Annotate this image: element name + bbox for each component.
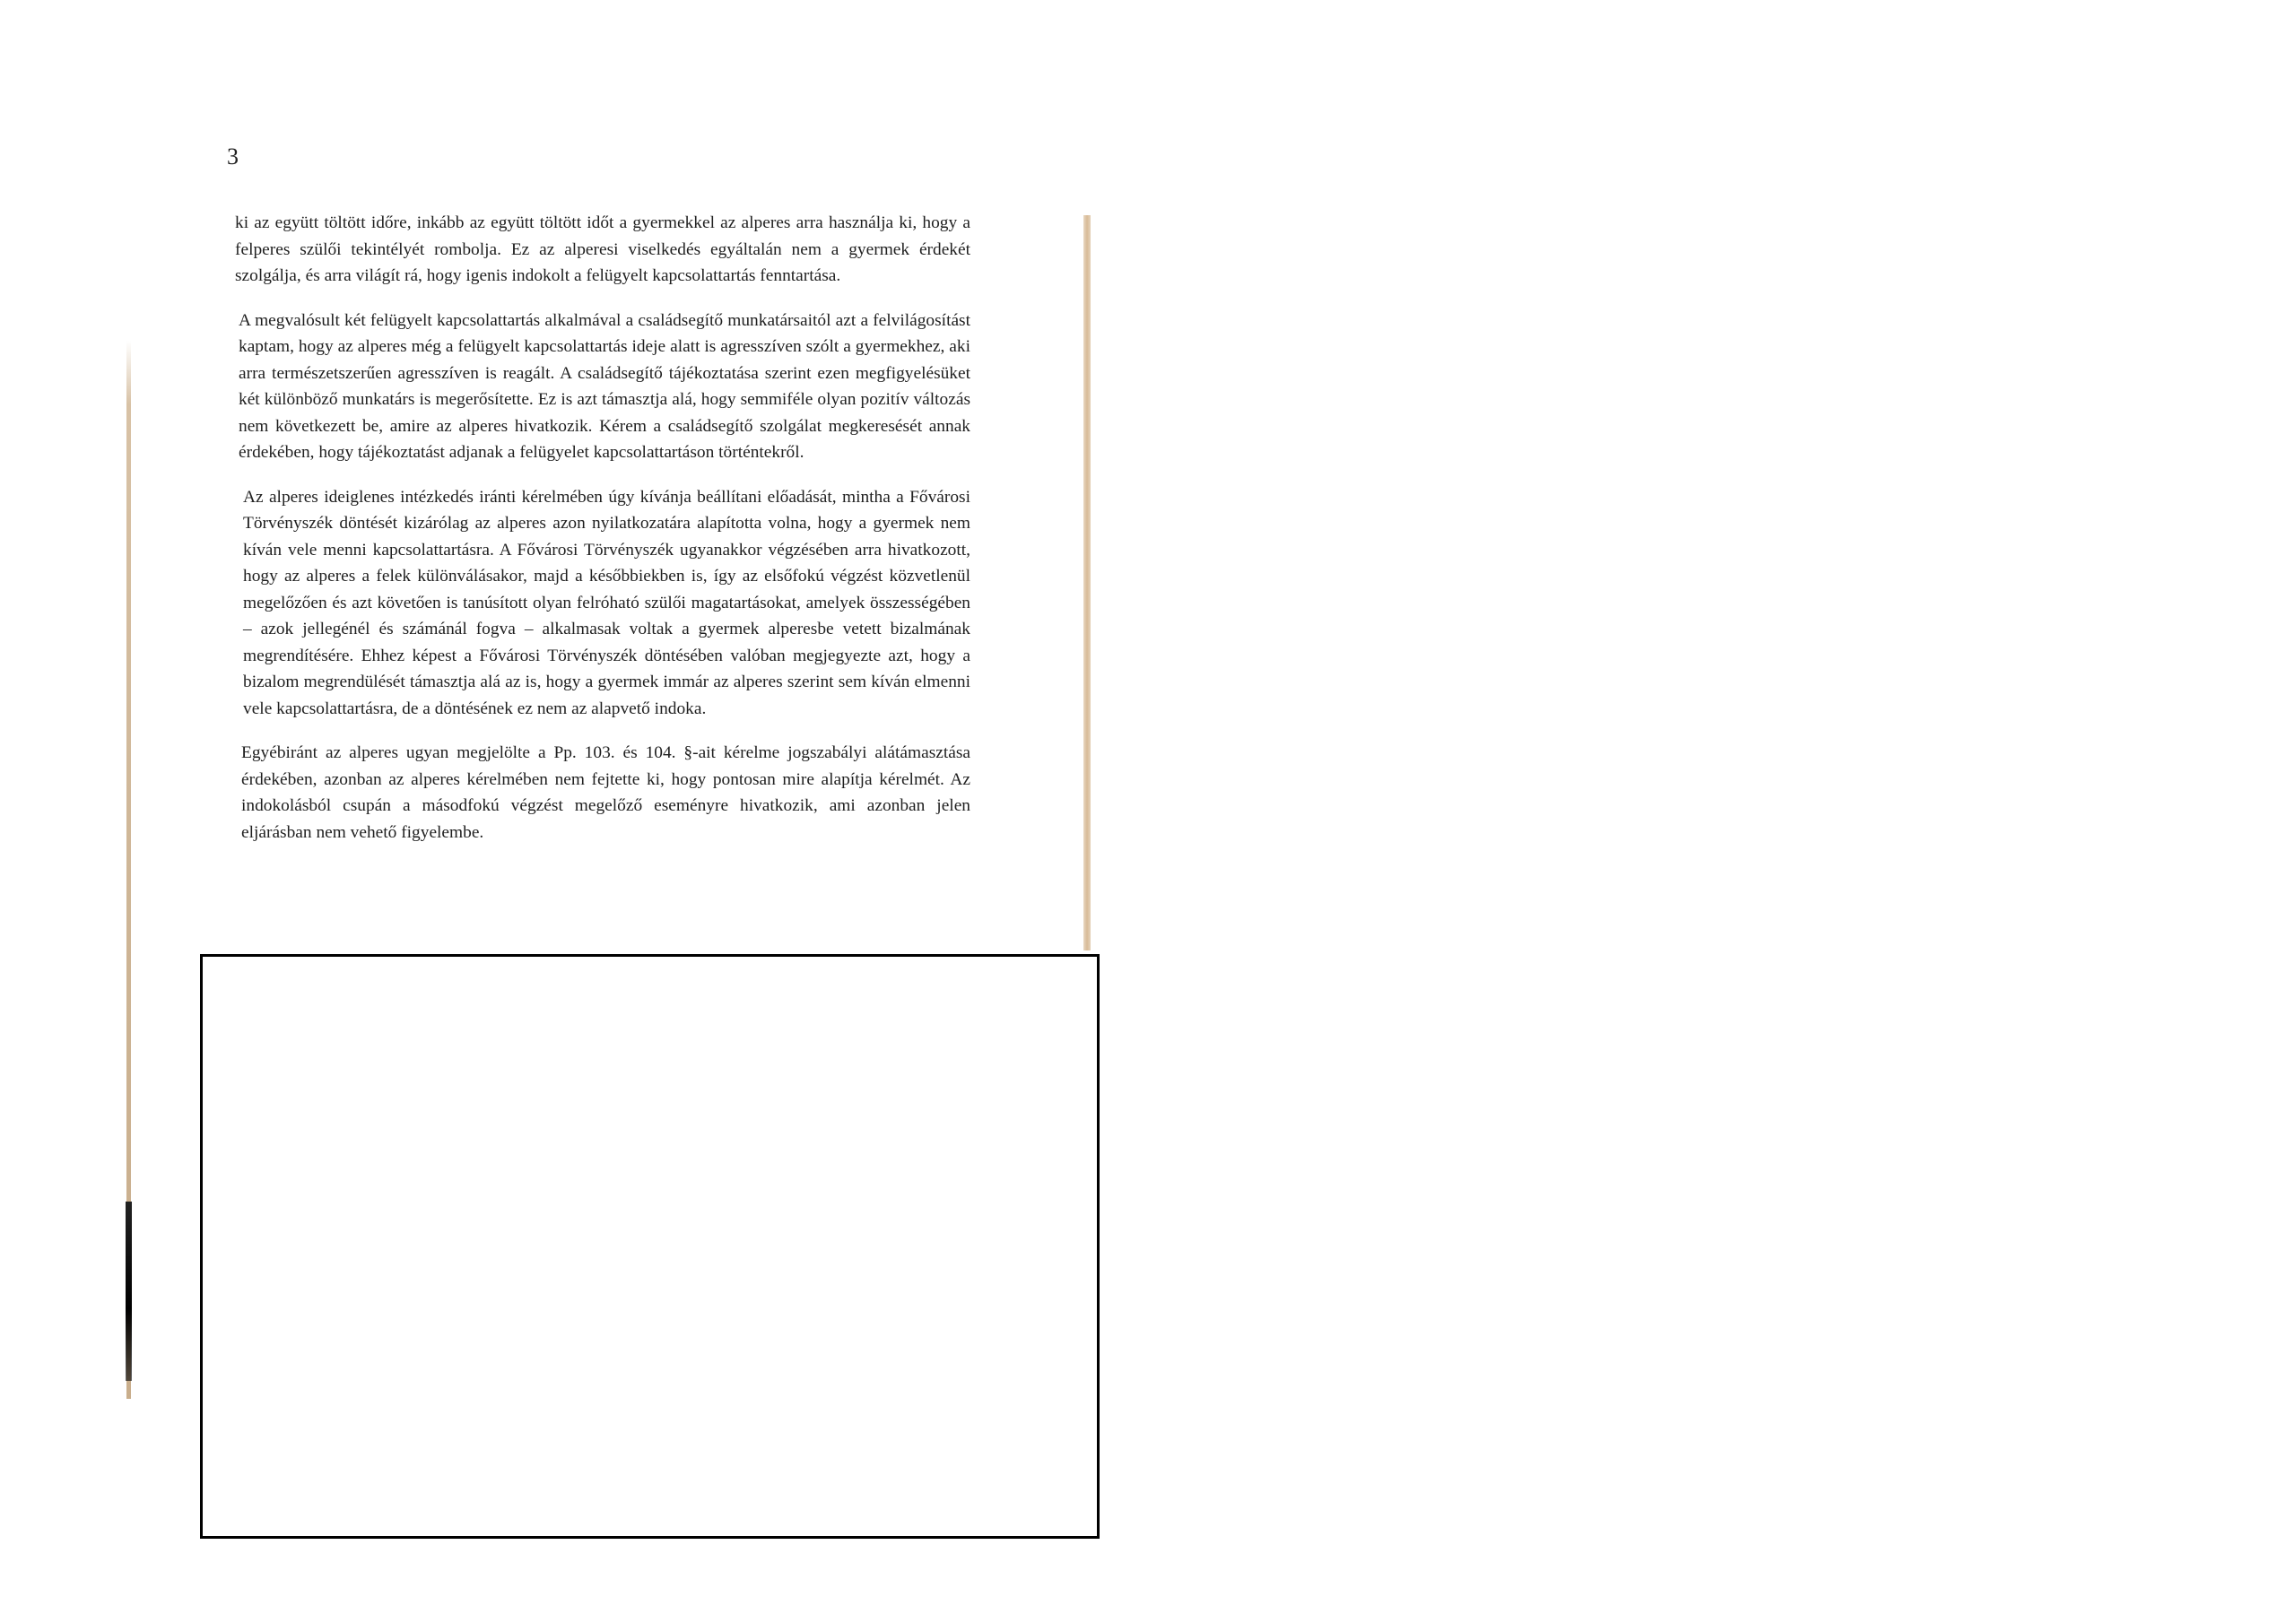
scan-shadow-left-dark [126, 1202, 132, 1381]
scan-shadow-right [1083, 215, 1091, 950]
paragraph-1: ki az együtt töltött időre, inkább az együtt töltött időt a gyermekkel az alperes arra használja ki, hogy a felperes szülői tekintélyét rombolja. Ez az alperesi viselkedés egyáltalán nem a gyermek érdekét szolgálja, és arra világít rá, hogy igenis indokolt a felügyelt kapcsolattartás fenntartása. [235, 213, 970, 285]
paragraph-2: A megvalósult két felügyelt kapcsolattartás alkalmával a családsegítő munkatársaitól azt a felvilágosítást kaptam, hogy az alperes még a felügyelt kapcsolattartás ideje alatt is agresszíven szólt a gyermekhez, aki arra természetszerűen agresszíven is reagált. A családsegítő tájékoztatása szerint ezen megfigyelésüket két különböző munkatárs is megerősítette. Ez is azt támasztja alá, hogy semmiféle olyan pozitív változás nem következett be, amire az alperes hivatkozik. Kérem a családsegítő szolgálat megkeresését annak érdekében, hogy tájékoztatást adjanak a felügyelet kapcsolattartáson történtekről. [239, 310, 970, 462]
paragraph-3: Az alperes ideiglenes intézkedés iránti kérelmében úgy kívánja beállítani előadását, mintha a Fővárosi Törvényszék döntését kizárólag az alperes azon nyilatkozatára alapította volna, hogy a gyermek nem kíván vele menni kapcsolattartásra. A Fővárosi Törvényszék ugyanakkor végzésében arra hivatkozott, hogy az alperes a felek különválásakor, majd a későbbiekben is, így az elsőfokú végzést közvetlenül megelőzően és azt követően is tanúsított olyan felróható szülői magatartásokat, amelyek összességében – azok jellegénél és számánál fogva – alkalmasak voltak a gyermek alperesbe vetett bizalmának megrendítésére. Ehhez képest a Fővárosi Törvényszék döntésében valóban megjegyezte azt, hogy a bizalom megrendülését támasztja alá az is, hogy a gyermek immár az alperes szerint sem kíván elmenni vele kapcsolattartásra, de a döntésének ez nem az alapvető indoka. [243, 487, 970, 718]
page-number: 3 [227, 143, 239, 169]
paragraph-4: Egyébiránt az alperes ugyan megjelölte a Pp. 103. és 104. §-ait kérelme jogszabályi alátámasztása érdekében, azonban az alperes kérelmében nem fejtette ki, hogy pontosan mire alapítja kérelmét. Az indokolásból csupán a másodfokú végzést megelőző eseményre hivatkozik, ami azonban jelen eljárásban nem vehető figyelembe. [241, 743, 970, 842]
redaction-box [200, 954, 1100, 1539]
body-text [235, 210, 970, 864]
